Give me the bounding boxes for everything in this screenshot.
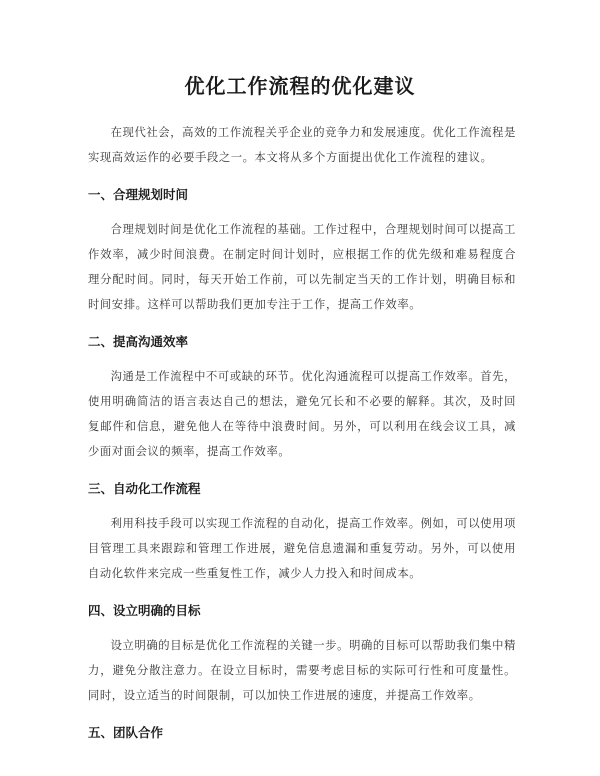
section-2: [88, 317, 516, 464]
section-paragraph: 沟通是工作流程中不可或缺的环节。优化沟通流程可以提高工作效率。首先，使用明确简洁的语言表达自己的想法，避免冗长和不必要的解释。其次，及时回复邮件和信息，避免他人在等待中浪费时间。另外，可以利用在线会议工具，减少面对面会议的频率，提高工作效率。: [88, 370, 516, 458]
section-paragraph: 利用科技手段可以实现工作流程的自动化，提高工作效率。例如，可以使用项目管理工具来跟踪和管理工作进展，避免信息遗漏和重复劳动。另外，可以使用自动化软件来完成一些重复性工作，减少人力投入和时间成本。: [88, 517, 516, 580]
section-1: [88, 170, 516, 317]
section-heading: 四、设立明确的目标: [88, 603, 201, 618]
section-heading: 一、合理规划时间: [88, 187, 189, 202]
section-5: [88, 708, 516, 755]
section-3: [88, 464, 516, 586]
section-heading: 五、团队合作: [88, 725, 164, 740]
document-body: [88, 120, 516, 755]
section-paragraph: 设立明确的目标是优化工作流程的关键一步。明确的目标可以帮助我们集中精力，避免分散注意力。在设立目标时，需要考虑目标的实际可行性和可度量性。同时，设立适当的时间限制，可以加快工作进展的速度，并提高工作效率。: [88, 639, 516, 702]
intro-paragraph: 在现代社会，高效的工作流程关乎企业的竞争力和发展速度。优化工作流程是实现高效运作的必要手段之一。本文将从多个方面提出优化工作流程的建议。: [88, 126, 516, 164]
section-heading: 三、自动化工作流程: [88, 481, 201, 496]
section-heading: 二、提高沟通效率: [88, 334, 189, 349]
section-paragraph: 合理规划时间是优化工作流程的基础。工作过程中，合理规划时间可以提高工作效率，减少时间浪费。在制定时间计划时，应根据工作的优先级和难易程度合理分配时间。同时，每天开始工作前，可以先制定当天的工作计划，明确目标和时间安排。这样可以帮助我们更加专注于工作，提高工作效率。: [88, 223, 516, 311]
section-4: [88, 586, 516, 708]
page-title: 优化工作流程的优化建议: [184, 74, 416, 98]
